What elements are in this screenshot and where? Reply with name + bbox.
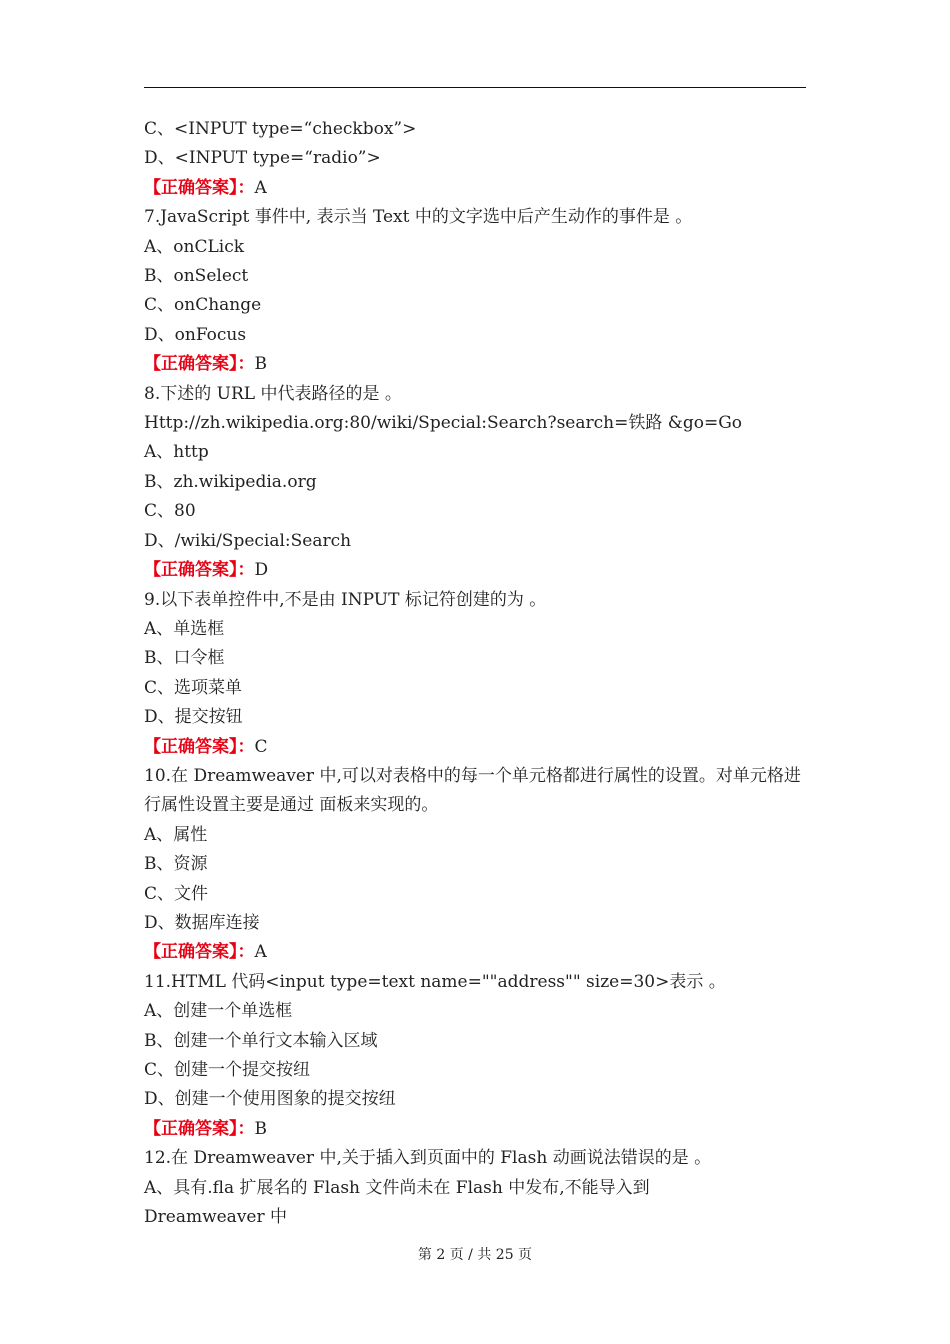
option-line: D、onFocus	[144, 324, 247, 345]
option-line: D、/wiki/Special:Search	[144, 530, 352, 551]
option-line: Dreamweaver 中	[144, 1207, 288, 1228]
answer-value: B	[254, 354, 267, 375]
question-text: 10.在 Dreamweaver 中,可以对表格中的每一个单元格都进行属性的设置。对单元格进行属性设置主要是通过 面板来实现的。	[144, 765, 801, 816]
option-line: B、onSelect	[144, 266, 249, 287]
option-line: C、80	[144, 501, 196, 522]
question-text: 9.以下表单控件中,不是由 INPUT 标记符创建的为 。	[144, 589, 547, 610]
answer-label: 【正确答案】：	[144, 736, 255, 757]
answer-value: A	[254, 942, 267, 963]
question-text: 11.HTML 代码<input type=text name=""address"" size=30>表示 。	[144, 971, 726, 992]
option-line: A、http	[144, 442, 209, 463]
option-line: C、onChange	[144, 295, 262, 316]
answer-line	[144, 556, 809, 585]
option-line: B、zh.wikipedia.org	[144, 471, 317, 492]
question-url: Http://zh.wikipedia.org:80/wiki/Special:Search?search=铁路 &go=Go	[144, 413, 743, 434]
header-rule	[144, 87, 806, 88]
answer-line	[144, 733, 809, 762]
option-line: C、选项菜单	[144, 677, 243, 698]
page-footer: 第 2 页 / 共 25 页	[417, 1247, 533, 1263]
option-line: A、单选框	[144, 618, 225, 639]
option-line: D、提交按钮	[144, 707, 243, 728]
option-line: B、创建一个单行文本输入区域	[144, 1030, 378, 1051]
answer-line	[144, 1115, 809, 1144]
answer-label: 【正确答案】：	[144, 177, 255, 198]
option-line: C、<INPUT type=“checkbox”>	[144, 119, 417, 139]
option-line: B、资源	[144, 854, 208, 875]
answer-label: 【正确答案】：	[144, 942, 255, 963]
answer-line	[144, 174, 809, 203]
option-line: D、数据库连接	[144, 912, 260, 933]
option-line: B、口令框	[144, 648, 225, 669]
question-text: 12.在 Dreamweaver 中,关于插入到页面中的 Flash 动画说法错误的是 。	[144, 1148, 712, 1169]
answer-value: C	[254, 736, 268, 757]
answer-label: 【正确答案】：	[144, 354, 255, 375]
answer-line	[144, 350, 809, 379]
question-text: 8.下述的 URL 中代表路径的是 。	[144, 383, 402, 404]
answer-label: 【正确答案】：	[144, 560, 255, 581]
page-content	[144, 115, 809, 1232]
option-line: C、创建一个提交按纽	[144, 1060, 311, 1080]
option-line: A、具有.fla 扩展名的 Flash 文件尚未在 Flash 中发布,不能导入到	[144, 1177, 650, 1198]
question-text: 7.JavaScript 事件中, 表示当 Text 中的文字选中后产生动作的事件是 。	[144, 207, 693, 228]
answer-line	[144, 938, 809, 967]
option-line: A、属性	[144, 824, 208, 845]
option-line: D、创建一个使用图象的提交按纽	[144, 1089, 396, 1110]
answer-label: 【正确答案】：	[144, 1118, 255, 1139]
option-line: A、创建一个单选框	[144, 1001, 293, 1022]
option-line: D、<INPUT type=“radio”>	[144, 148, 381, 169]
answer-value: A	[254, 177, 267, 198]
option-line: A、onCLick	[144, 236, 245, 257]
option-line: C、文件	[144, 883, 209, 904]
answer-value: D	[254, 560, 269, 581]
answer-value: B	[254, 1118, 267, 1139]
